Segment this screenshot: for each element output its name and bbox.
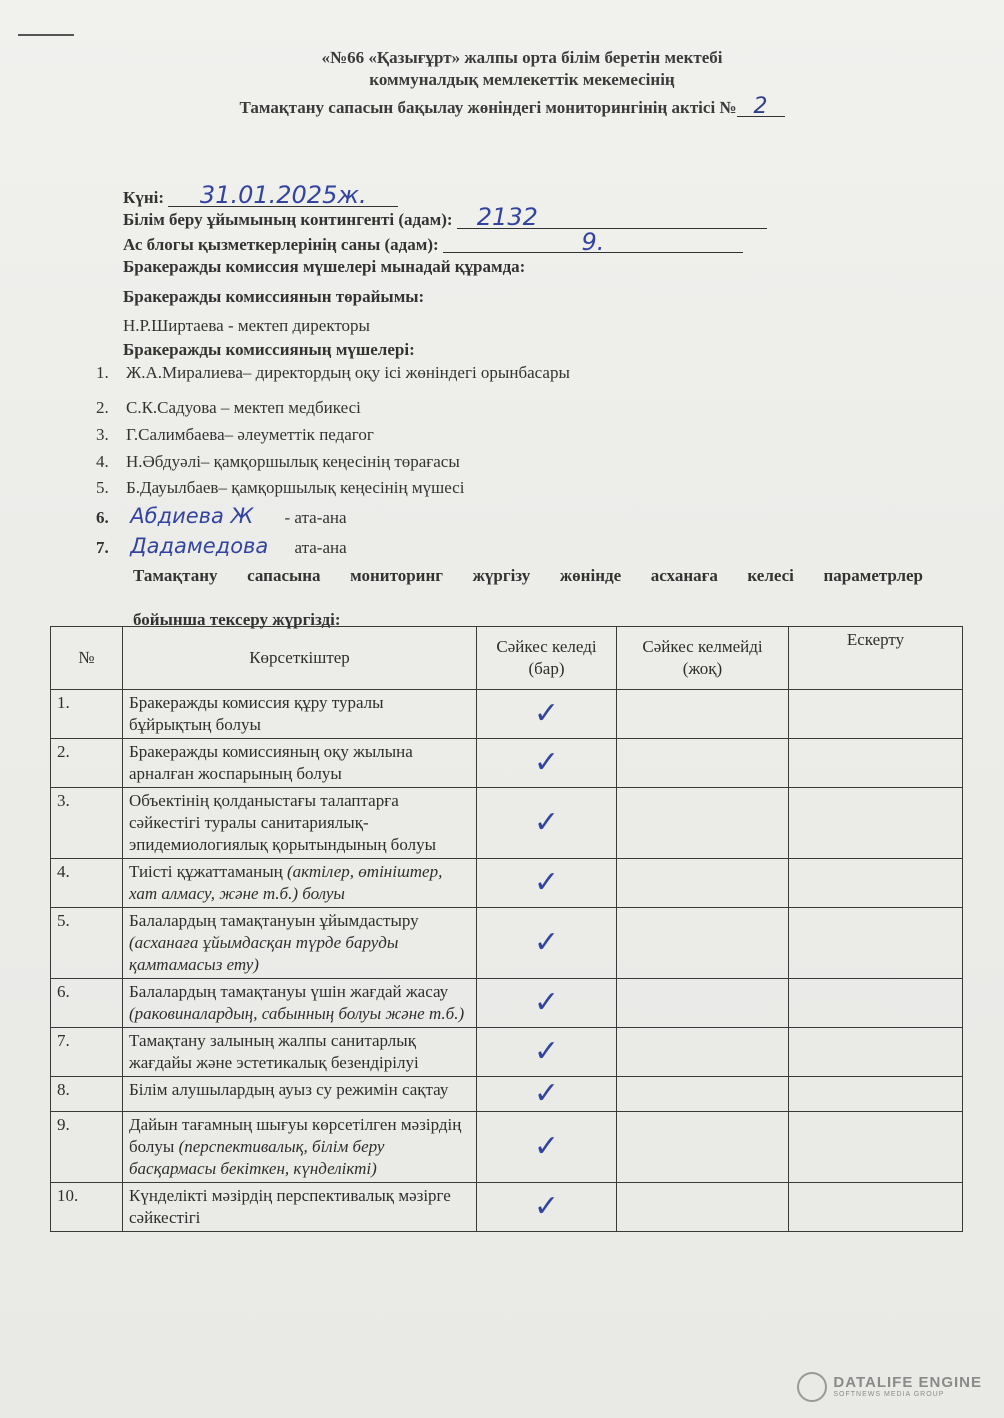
table-row: 10. Күнделікті мәзірдің перспективалық мәзірге сәйкестігі ✓ (51, 1183, 963, 1232)
intro-text-2: бойынша тексеру жүргізді: (133, 610, 341, 629)
table-header-row (51, 627, 963, 690)
intro-text: Тамақтану сапасына мониторинг жүргізу жөнінде асханаға келесі параметрлер (133, 566, 923, 585)
col-header-noncompliant: Сәйкес келмейді (жоқ) (617, 627, 789, 690)
table-row: 1. Бракеражды комиссия құру туралы бұйрықтың болуы ✓ (51, 690, 963, 739)
parent-6: 6. Абдиева Ж - ата-ана (96, 504, 347, 528)
check-mark: ✓ (477, 1077, 617, 1112)
members-heading: Бракеражды комиссияның мүшелері: (123, 340, 415, 359)
staff-row (123, 228, 743, 256)
parent-7-signature: Дадамедова (130, 534, 269, 558)
header-line-2: коммуналдық мемлекеттік мекемесінің (369, 70, 675, 89)
table-row: 3. Объектінің қолданыстағы талаптарға сәйкестігі туралы санитариялық-эпидемиологиялық қорытындының болуы ✓ (51, 788, 963, 859)
check-mark: ✓ (477, 859, 617, 908)
table-row: 2. Бракеражды комиссияның оқу жылына арналған жоспарының болуы ✓ (51, 739, 963, 788)
header-line-1: «№66 «Қазығұрт» жалпы орта білім беретін мектебі (321, 48, 723, 67)
member-item: 1. Ж.А.Миралиева– директордың оқу ісі жөніндегі орынбасары (96, 363, 570, 382)
date-value: 31.01.2025ж. (168, 184, 398, 207)
member-item: 5. Б.Дауылбаев– қамқоршылық кеңесінің мүшесі (96, 478, 465, 497)
col-header-compliant: Сәйкес келеді (бар) (477, 627, 617, 690)
monitoring-table (50, 626, 963, 1232)
table-row: 9. Дайын тағамның шығуы көрсетілген мәзірдің болуы (перспективалық, білім беру басқармасы бекіткен, күнделікті) ✓ (51, 1112, 963, 1183)
contingent-value: 2132 (457, 206, 767, 229)
staff-value: 9. (443, 232, 743, 253)
table-row: 8. Білім алушылардың ауыз су режимін сақтау ✓ (51, 1077, 963, 1112)
table-row: 7. Тамақтану залының жалпы санитарлық жағдайы және эстетикалық безендірілуі ✓ (51, 1028, 963, 1077)
contingent-row (123, 203, 767, 231)
date-row (123, 181, 398, 209)
watermark-sub: SOFTNEWS MEDIA GROUP (833, 1391, 945, 1398)
check-mark: ✓ (477, 690, 617, 739)
col-header-note: Ескерту (789, 627, 963, 690)
check-mark: ✓ (477, 788, 617, 859)
check-mark: ✓ (477, 1183, 617, 1232)
chair-name: Н.Р.Ширтаева - мектеп директоры (123, 316, 370, 335)
check-mark: ✓ (477, 1028, 617, 1077)
check-mark: ✓ (477, 1112, 617, 1183)
check-mark: ✓ (477, 979, 617, 1028)
watermark-logo-icon (797, 1372, 827, 1402)
member-item: 3. Г.Салимбаева– әлеуметтік педагог (96, 425, 374, 444)
contingent-label: Білім беру ұйымының контингенті (адам): (123, 210, 453, 229)
table-row: 4. Тиісті құжаттаманың (актілер, өтініштер, хат алмасу, және т.б.) болуы ✓ (51, 859, 963, 908)
check-mark: ✓ (477, 739, 617, 788)
watermark-brand: DATALIFE ENGINE (833, 1374, 982, 1391)
member-item: 2. С.К.Садуова – мектеп медбикесі (96, 398, 361, 417)
check-mark: ✓ (477, 908, 617, 979)
act-title: Тамақтану сапасын бақылау жөніндегі мониторингінің актісі № (239, 98, 737, 117)
table-row: 6. Балалардың тамақтануы үшін жағдай жасау (раковиналардың, сабынның болуы және т.б.) ✓ (51, 979, 963, 1028)
table-row: 5. Балалардың тамақтануын ұйымдастыру (асханаға ұйымдасқан түрде баруды қамтамасыз ету) ✓ (51, 908, 963, 979)
commission-intro: Бракеражды комиссия мүшелері мынадай құрамда: (123, 257, 526, 276)
act-number: 2 (737, 98, 785, 117)
chair-heading: Бракеражды комиссиянын төрайымы: (123, 287, 425, 306)
member-item: 4. Н.Әбдуәлі– қамқоршылық кеңесінің төрағасы (96, 452, 460, 471)
top-rule (18, 34, 74, 36)
header-line-3 (10, 94, 1004, 119)
parent-7: 7. Дадамедова ата-ана (96, 534, 347, 558)
staff-label: Ас блогы қызметкерлерінің саны (адам): (123, 235, 439, 254)
watermark (833, 1374, 982, 1398)
parent-6-signature: Абдиева Ж (130, 504, 254, 528)
col-header-indicators: Көрсеткіштер (123, 627, 477, 690)
date-label: Күні: (123, 188, 165, 207)
col-header-number: № (51, 627, 123, 690)
